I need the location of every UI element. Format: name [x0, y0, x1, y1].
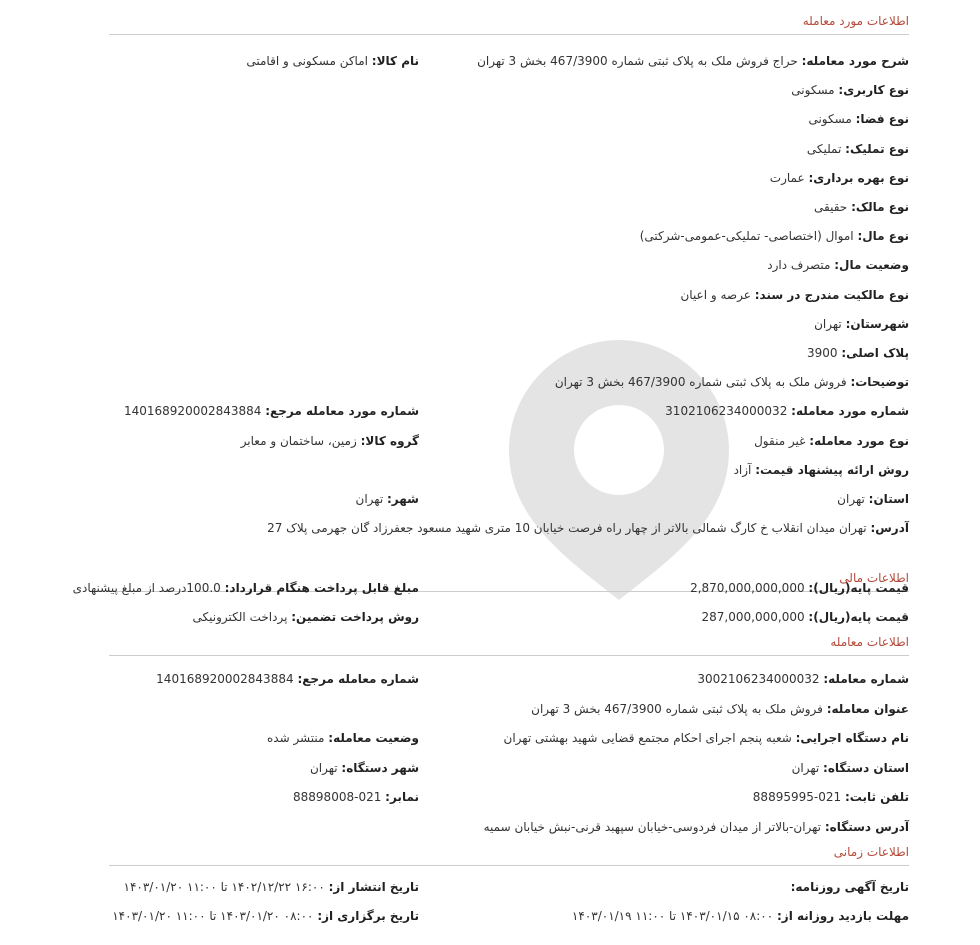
deal-field-right	[477, 50, 909, 72]
field-label: گروه کالا:	[360, 433, 419, 448]
field-label: شرح مورد معامله:	[801, 54, 909, 68]
deal-row	[109, 225, 909, 247]
financial-field-right	[690, 577, 909, 599]
field-value: ۱۶:۰۰ ۱۴۰۲/۱۲/۲۲ تا ۱۱:۰۰ ۱۴۰۳/۰۱/۲۰	[123, 880, 325, 894]
field-value: تهران	[791, 760, 820, 775]
field-label: تاریخ برگزاری از:	[317, 909, 419, 923]
financial-field-right	[702, 606, 909, 628]
transaction-row	[109, 668, 909, 690]
field-label: استان دستگاه:	[823, 760, 909, 775]
time-field-left	[124, 876, 419, 898]
field-label: آدرس:	[870, 521, 909, 536]
deal-field-right	[791, 79, 909, 101]
time-field-right	[572, 905, 909, 927]
field-value: 140168920002843884	[156, 672, 294, 686]
field-label: روش پرداخت تضمین:	[291, 610, 419, 624]
field-value: تهران	[355, 492, 384, 506]
field-label: نوع مالکیت مندرج در سند:	[754, 287, 909, 302]
deal-field-right	[837, 488, 909, 510]
field-label: عنوان معامله:	[826, 701, 909, 716]
field-label: شهر دستگاه:	[341, 760, 419, 775]
deal-field-left	[241, 430, 419, 452]
field-value: عرصه و اعیان	[680, 287, 751, 302]
field-label: مهلت بازدید روزانه از:	[777, 909, 909, 923]
field-label: نام دستگاه اجرایی:	[795, 731, 909, 745]
deal-row	[109, 342, 909, 364]
time-row	[109, 876, 909, 898]
deal-row	[109, 254, 909, 276]
field-value: عمارت	[769, 170, 805, 185]
field-value: تهران	[814, 316, 842, 331]
deal-field-right	[665, 400, 909, 422]
transaction-field-left	[156, 668, 419, 690]
time-field-left	[112, 905, 419, 927]
field-value: آزاد	[733, 462, 752, 477]
field-label: نمابر:	[385, 790, 419, 804]
deal-row	[109, 313, 909, 335]
field-value: حقیقی	[814, 200, 848, 214]
field-value: 2,870,000,000,000	[690, 581, 805, 595]
deal-row	[109, 196, 909, 218]
field-value: فروش ملک به پلاک ثبتی شماره 467/3900 بخش 3 تهران	[531, 701, 823, 716]
financial-row	[72, 577, 909, 599]
transaction-row	[109, 698, 909, 720]
transaction-field-right	[697, 668, 909, 690]
field-label: شماره مورد معامله مرجع:	[265, 404, 419, 419]
field-label: تلفن ثابت:	[844, 790, 909, 804]
transaction-field-right	[484, 816, 909, 838]
deal-row	[109, 167, 909, 189]
field-label: روش ارائه پیشنهاد قیمت:	[755, 462, 909, 477]
deal-field-left	[356, 488, 419, 510]
field-label: نوع فضا:	[855, 112, 909, 127]
field-value: تهران	[309, 760, 338, 775]
transaction-field-right	[753, 786, 909, 808]
field-label: وضعیت مال:	[834, 258, 909, 273]
field-label: شهر:	[387, 492, 419, 506]
field-label: استان:	[868, 492, 909, 506]
field-value: پرداخت الکترونیکی	[192, 610, 288, 624]
field-label: قیمت پایه(ریال):	[808, 610, 909, 624]
field-value: مسکونی	[808, 112, 852, 127]
field-value: متصرف دارد	[767, 258, 831, 273]
field-value: تهران-بالاتر از میدان فردوسی-خیابان سپهبد قرنی-نبش خیابان سمیه	[483, 819, 822, 834]
financial-field-left	[193, 606, 419, 628]
field-label: نوع مال:	[857, 229, 909, 244]
field-label: آدرس دستگاه:	[824, 819, 909, 834]
field-value: 3900	[806, 346, 838, 360]
field-label: شماره مورد معامله:	[791, 404, 909, 419]
transaction-row	[109, 816, 909, 838]
deal-field-right	[814, 196, 909, 218]
deal-field-right	[767, 254, 909, 276]
field-value: مسکونی	[791, 83, 835, 98]
field-value: زمین، ساختمان و معابر	[240, 433, 357, 448]
field-value: اماکن مسکونی و اقامتی	[246, 54, 368, 68]
section-transaction: اطلاعات معامله	[109, 629, 909, 656]
field-label: نوع کاربری:	[838, 83, 909, 98]
field-value: 3102106234000032	[665, 404, 788, 419]
deal-row	[109, 108, 909, 130]
field-value: غیر منقول	[754, 433, 806, 448]
field-label: شماره معامله مرجع:	[297, 672, 419, 686]
deal-field-right	[680, 284, 909, 306]
deal-field-right	[754, 430, 909, 452]
field-value: شعبه پنجم اجرای احکام مجتمع قضایی شهید بهشتی تهران	[503, 731, 792, 745]
field-label: پلاک اصلی:	[841, 346, 909, 360]
deal-field-right	[267, 517, 909, 539]
transaction-field-right	[792, 757, 909, 779]
field-label: شماره معامله:	[823, 672, 909, 686]
deal-row	[109, 371, 909, 393]
time-row	[109, 905, 909, 927]
transaction-row	[109, 757, 909, 779]
field-label: توضیحات:	[850, 375, 909, 390]
field-value: 021-88895995	[752, 790, 842, 804]
field-value: فروش ملک به پلاک ثبتی شماره 467/3900 بخش 3 تهران	[554, 375, 847, 390]
field-value: ۰۸:۰۰ ۱۴۰۳/۰۱/۱۵ تا ۱۱:۰۰ ۱۴۰۳/۰۱/۱۹	[571, 909, 774, 923]
time-field-right	[791, 876, 909, 898]
deal-field-right	[734, 459, 909, 481]
deal-field-right	[640, 225, 909, 247]
field-value: 021-88898008	[293, 790, 382, 804]
financial-row	[109, 606, 909, 628]
field-label: نوع تملیک:	[845, 141, 909, 156]
deal-row	[109, 488, 909, 510]
field-label: وضعیت معامله:	[328, 731, 419, 745]
transaction-field-left	[293, 786, 419, 808]
field-value: ۰۸:۰۰ ۱۴۰۳/۰۱/۲۰ تا ۱۱:۰۰ ۱۴۰۳/۰۱/۲۰	[112, 909, 314, 923]
field-value: 287,000,000,000	[701, 610, 805, 624]
deal-field-right	[814, 313, 909, 335]
deal-row	[109, 50, 909, 72]
field-label: نوع بهره برداری:	[808, 170, 909, 185]
deal-row	[109, 459, 909, 481]
deal-field-right	[555, 371, 909, 393]
transaction-field-right	[531, 698, 909, 720]
field-value: 140168920002843884	[123, 404, 262, 419]
deal-field-right	[770, 167, 909, 189]
transaction-field-left	[267, 727, 419, 749]
field-label: قیمت پایه(ریال):	[808, 581, 909, 595]
field-value: 3002106234000032	[697, 672, 820, 686]
field-value: تهران میدان انقلاب خ کارگ شمالی بالاتر از چهار راه فرصت خیابان 10 متری شهید مسعود جعفرزاد گان جهرمی پلاک 27	[267, 521, 867, 536]
transaction-row	[109, 727, 909, 749]
field-label: نام کالا:	[371, 54, 419, 68]
deal-row	[109, 430, 909, 452]
deal-row	[109, 284, 909, 306]
section-time: اطلاعات زمانی	[109, 839, 909, 866]
transaction-field-left	[310, 757, 419, 779]
field-label: تاریخ انتشار از:	[328, 880, 419, 894]
deal-row	[109, 517, 909, 539]
field-label: مبلغ قابل پرداخت هنگام قرارداد:	[224, 581, 419, 595]
deal-field-right	[807, 138, 909, 160]
financial-field-left	[73, 577, 419, 599]
field-value: 100.0درصد از مبلغ پیشنهادی	[72, 581, 221, 595]
section-financial: اطلاعات مالی	[109, 565, 909, 592]
field-label: نوع مالک:	[851, 200, 909, 214]
field-value: تهران	[837, 492, 865, 506]
transaction-row	[109, 786, 909, 808]
field-value: منتشر شده	[266, 731, 325, 745]
section-deal-info: اطلاعات مورد معامله	[109, 8, 909, 35]
deal-row	[109, 400, 909, 422]
deal-row	[109, 79, 909, 101]
field-label: شهرستان:	[845, 316, 909, 331]
field-value: تملیکی	[806, 141, 842, 156]
transaction-field-right	[504, 727, 909, 749]
deal-field-left	[246, 50, 419, 72]
field-value: حراج فروش ملک به پلاک ثبتی شماره 467/3900 بخش 3 تهران	[477, 54, 798, 68]
deal-field-right	[808, 108, 909, 130]
deal-row	[109, 138, 909, 160]
field-value: اموال (اختصاصی- تملیکی-عمومی-شرکتی)	[639, 229, 854, 244]
deal-details-page	[72, 0, 919, 945]
deal-field-right	[807, 342, 909, 364]
deal-field-left	[124, 400, 419, 422]
field-label: نوع مورد معامله:	[809, 433, 909, 448]
field-label: تاریخ آگهی روزنامه:	[790, 880, 909, 894]
